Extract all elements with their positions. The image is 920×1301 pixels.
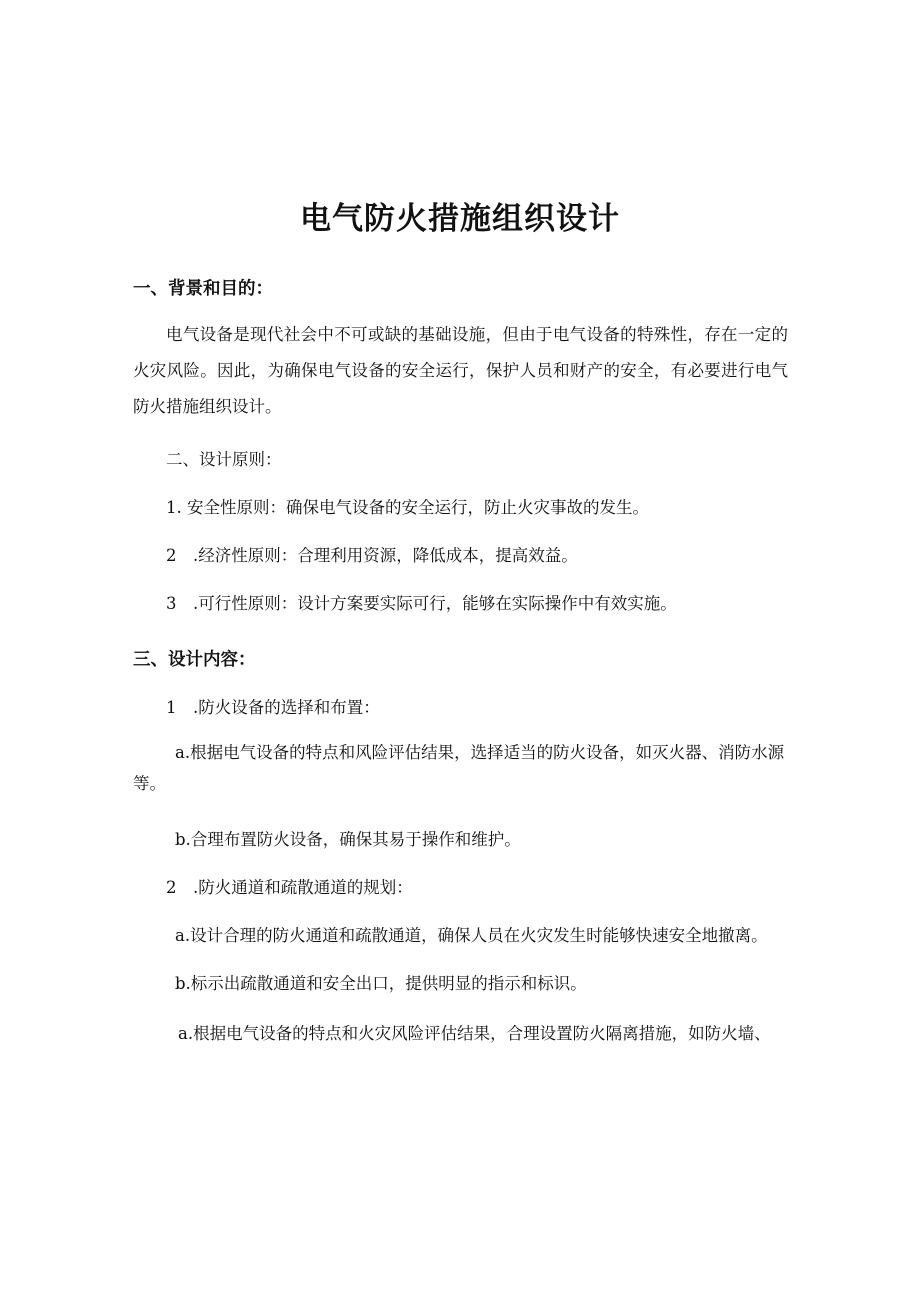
document-title: 电气防火措施组织设计 — [300, 201, 620, 237]
content-subheading-2: 2 .防火通道和疏散通道的规划： — [166, 878, 413, 897]
section-heading-background: 一、背景和目的： — [133, 279, 273, 299]
content-item-3a: a.根据电气设备的特点和火灾风险评估结果，合理设置防火隔离措施，如防火墙、 — [178, 1024, 771, 1043]
content-item-1b: b.合理布置防火设备，确保其易于操作和维护。 — [175, 830, 521, 849]
content-item-2b: b.标示出疏散通道和安全出口，提供明显的指示和标识。 — [175, 974, 587, 993]
content-subheading-1: 1 .防火设备的选择和布置： — [166, 698, 380, 717]
principle-item-1: 1. 安全性原则：确保电气设备的安全运行，防止火灾事故的发生。 — [166, 498, 649, 517]
content-item-2a: a.设计合理的防火通道和疏散通道，确保人员在火灾发生时能够快速安全地撤离。 — [175, 926, 768, 945]
content-item-1a: a.根据电气设备的特点和风险评估结果，选择适当的防火设备，如灭火器、消防水源等。 — [133, 743, 785, 793]
principle-item-2: 2 .经济性原则：合理利用资源，降低成本，提高效益。 — [166, 546, 578, 565]
principle-item-3: 3 .可行性原则：设计方案要实际可行，能够在实际操作中有效实施。 — [166, 594, 677, 613]
background-paragraph: 电气设备是现代社会中不可或缺的基础设施，但由于电气设备的特殊性，存在一定的火灾风险。因此，为确保电气设备的安全运行，保护人员和财产的安全，有必要进行电气防火措施组织设计。 — [133, 325, 788, 416]
section-heading-principles: 二、设计原则： — [166, 450, 282, 469]
section-heading-content: 三、设计内容： — [133, 650, 256, 670]
